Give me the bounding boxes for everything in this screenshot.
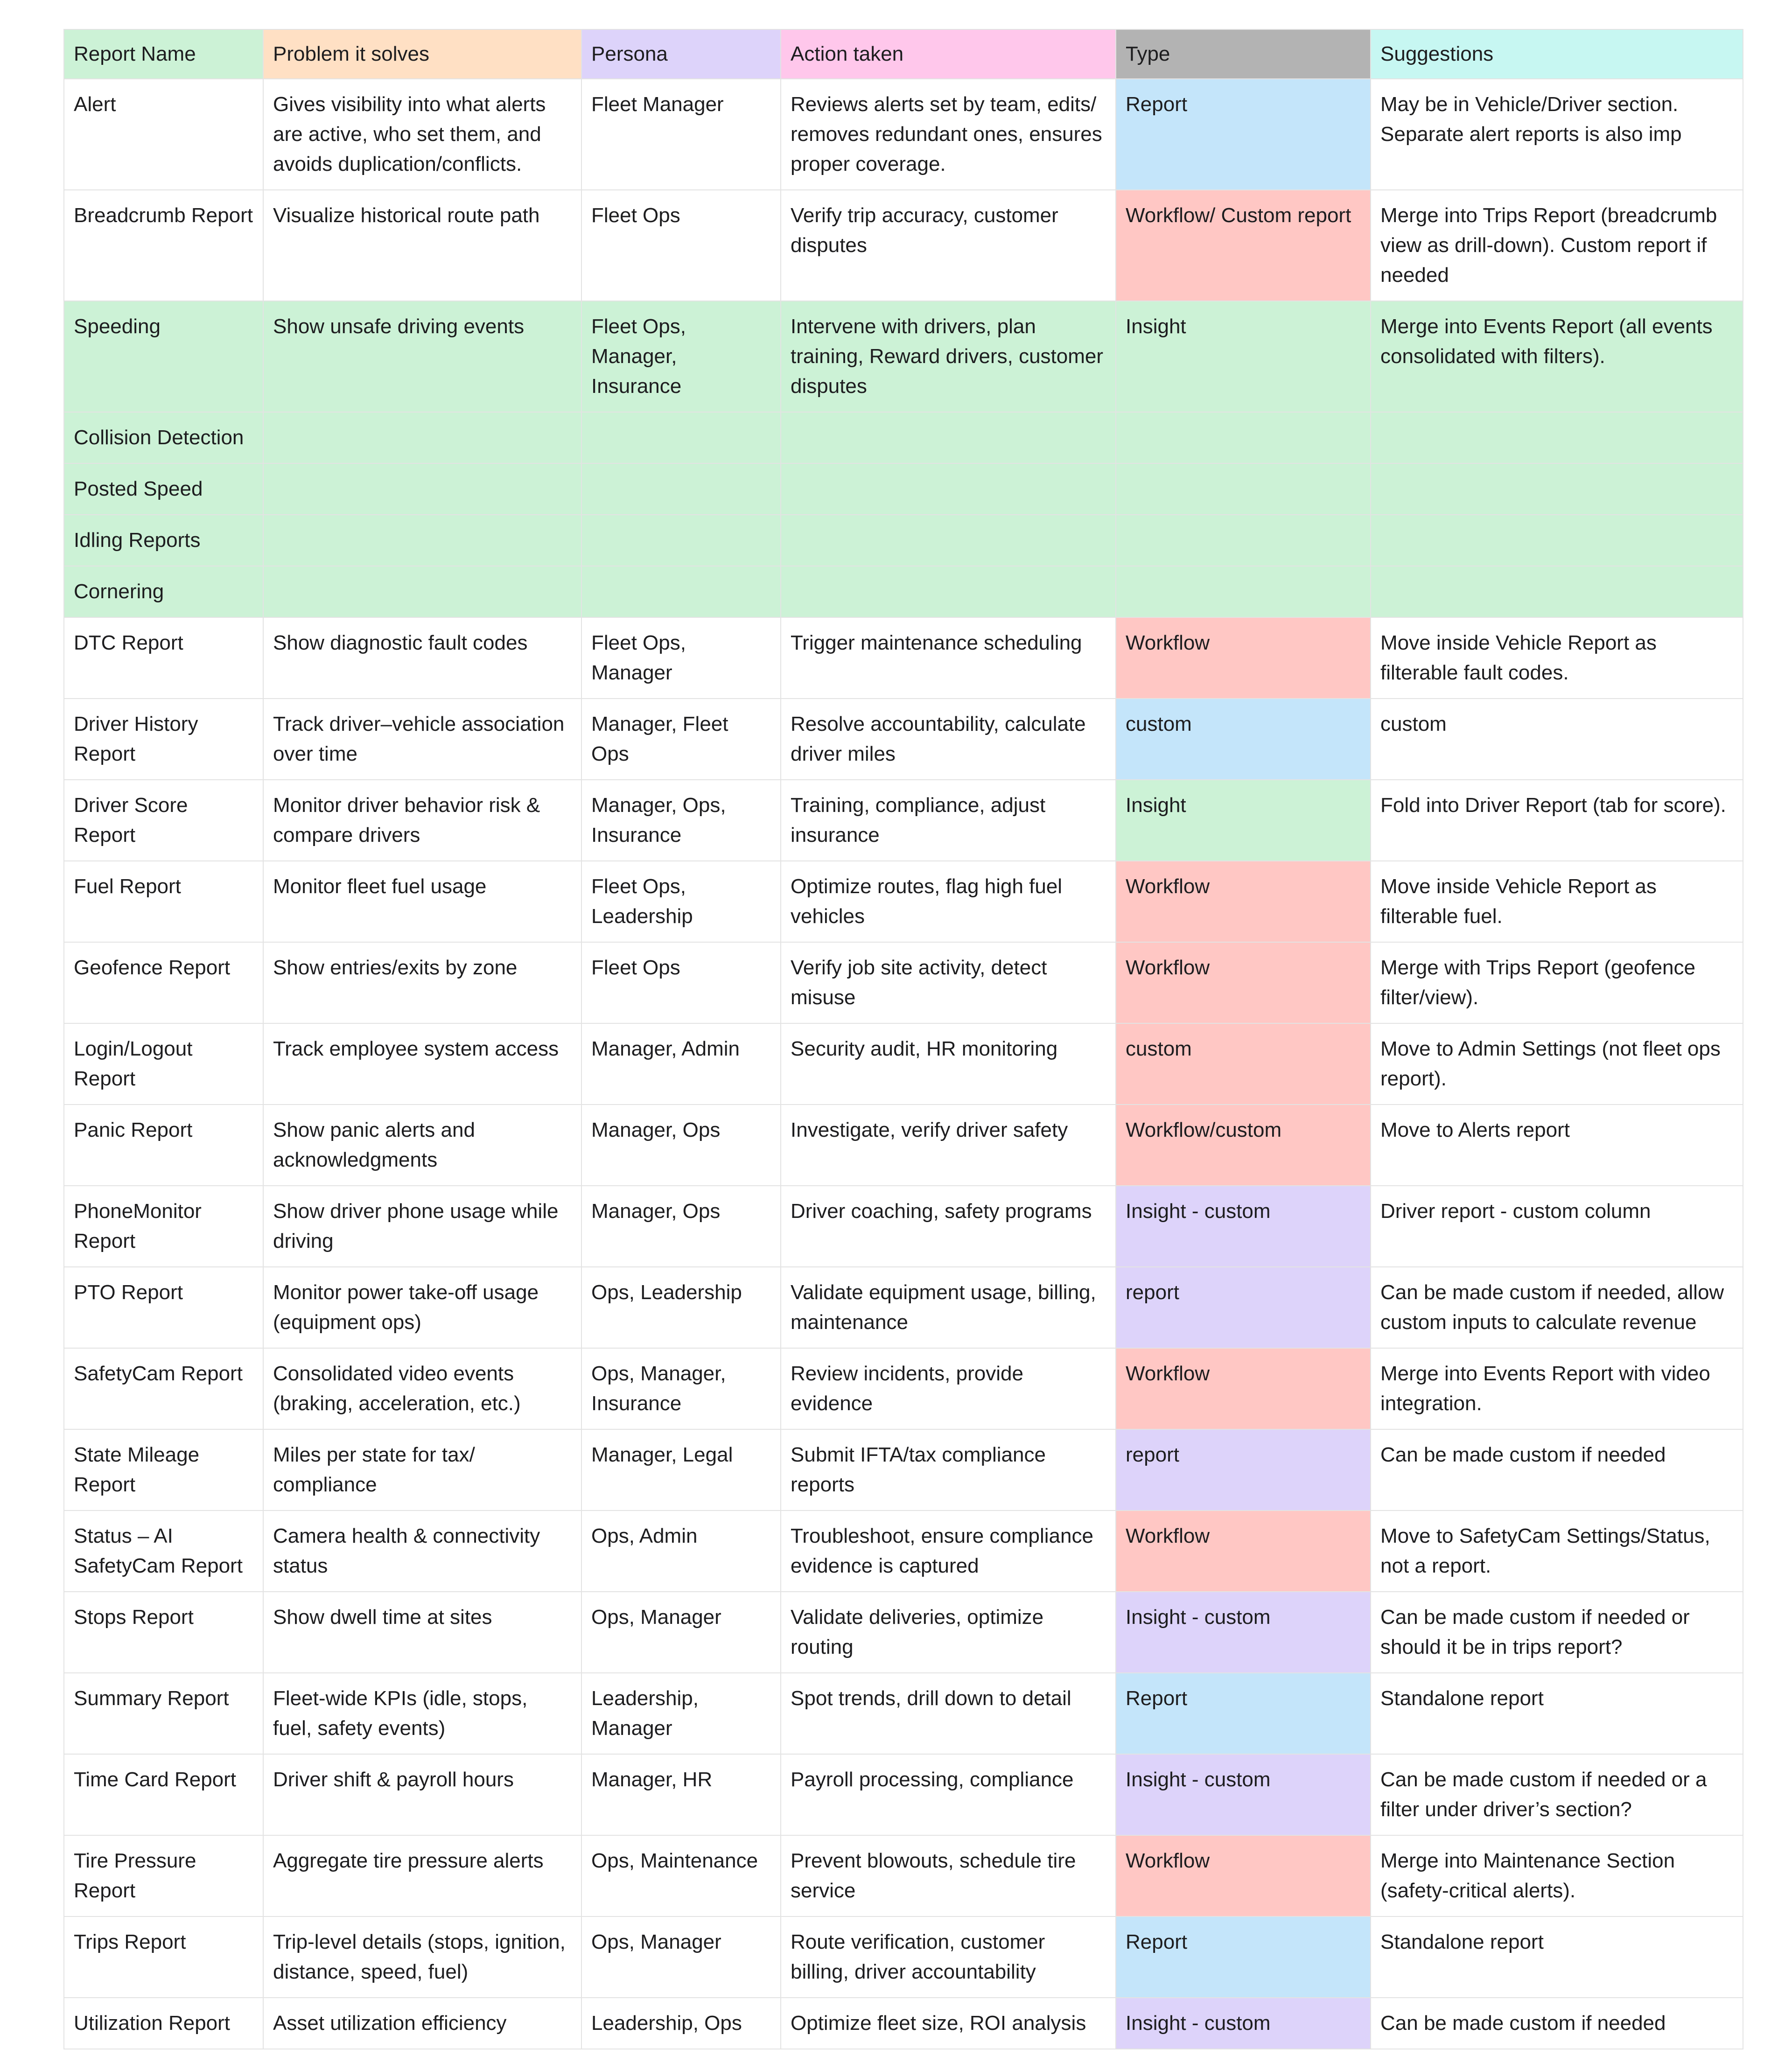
cell-suggestion: Move inside Vehicle Report as filterable fault codes. xyxy=(1371,617,1743,699)
table-row xyxy=(64,1673,1743,1754)
cell-action xyxy=(781,515,1116,566)
cell-type: custom xyxy=(1116,699,1371,780)
table-row xyxy=(64,1835,1743,1916)
table-row xyxy=(64,463,1743,515)
table-row xyxy=(64,1429,1743,1511)
cell-report-name: Collision Detection xyxy=(64,412,263,463)
cell-type: Report xyxy=(1116,79,1371,190)
cell-report-name: Fuel Report xyxy=(64,861,263,942)
header-problem: Problem it solves xyxy=(263,29,581,79)
cell-type: custom xyxy=(1116,1023,1371,1105)
cell-persona: Ops, Maintenance xyxy=(581,1835,781,1916)
cell-report-name: Summary Report xyxy=(64,1673,263,1754)
cell-type: Insight xyxy=(1116,780,1371,861)
cell-problem: Asset utilization efficiency xyxy=(263,1998,581,2049)
cell-problem: Camera health & connectivity status xyxy=(263,1511,581,1592)
cell-action: Investigate, verify driver safety xyxy=(781,1105,1116,1186)
cell-persona: Fleet Ops, Leadership xyxy=(581,861,781,942)
cell-report-name: Speeding xyxy=(64,301,263,412)
cell-problem: Show diagnostic fault codes xyxy=(263,617,581,699)
cell-type xyxy=(1116,515,1371,566)
table-row xyxy=(64,1754,1743,1835)
cell-problem: Aggregate tire pressure alerts xyxy=(263,1835,581,1916)
cell-report-name: Idling Reports xyxy=(64,515,263,566)
cell-problem: Show entries/exits by zone xyxy=(263,942,581,1023)
cell-action: Validate deliveries, optimize routing xyxy=(781,1592,1116,1673)
cell-report-name: Cornering xyxy=(64,566,263,617)
cell-report-name: PTO Report xyxy=(64,1267,263,1348)
cell-suggestion: Merge into Trips Report (breadcrumb view as drill-down). Custom report if needed xyxy=(1371,190,1743,301)
cell-report-name: Breadcrumb Report xyxy=(64,190,263,301)
cell-persona: Manager, Ops, Insurance xyxy=(581,780,781,861)
cell-action: Reviews alerts set by team, edits/ removes redundant ones, ensures proper coverage. xyxy=(781,79,1116,190)
cell-suggestion xyxy=(1371,515,1743,566)
table-row xyxy=(64,1348,1743,1429)
cell-suggestion: Driver report - custom column xyxy=(1371,1186,1743,1267)
cell-type: Insight - custom xyxy=(1116,1592,1371,1673)
cell-action: Verify job site activity, detect misuse xyxy=(781,942,1116,1023)
cell-suggestion: Move to Admin Settings (not fleet ops report). xyxy=(1371,1023,1743,1105)
cell-persona: Manager, Ops xyxy=(581,1186,781,1267)
cell-suggestion: Can be made custom if needed, allow custom inputs to calculate revenue xyxy=(1371,1267,1743,1348)
cell-action: Intervene with drivers, plan training, Reward drivers, customer disputes xyxy=(781,301,1116,412)
cell-persona: Fleet Ops, Manager xyxy=(581,617,781,699)
cell-type: Workflow/custom xyxy=(1116,1105,1371,1186)
cell-action: Driver coaching, safety programs xyxy=(781,1186,1116,1267)
cell-suggestion: Move inside Vehicle Report as filterable fuel. xyxy=(1371,861,1743,942)
table-row xyxy=(64,1916,1743,1998)
table-row xyxy=(64,301,1743,412)
table-row xyxy=(64,1105,1743,1186)
cell-problem: Monitor driver behavior risk & compare drivers xyxy=(263,780,581,861)
cell-action: Validate equipment usage, billing, maintenance xyxy=(781,1267,1116,1348)
cell-problem: Show dwell time at sites xyxy=(263,1592,581,1673)
cell-persona: Manager, Legal xyxy=(581,1429,781,1511)
table-row xyxy=(64,515,1743,566)
cell-action xyxy=(781,463,1116,515)
cell-persona: Ops, Manager, Insurance xyxy=(581,1348,781,1429)
cell-type: Workflow xyxy=(1116,617,1371,699)
cell-action: Submit IFTA/tax compliance reports xyxy=(781,1429,1116,1511)
cell-type: Workflow xyxy=(1116,1835,1371,1916)
cell-report-name: Tire Pressure Report xyxy=(64,1835,263,1916)
cell-action: Verify trip accuracy, customer disputes xyxy=(781,190,1116,301)
cell-type: Insight - custom xyxy=(1116,1186,1371,1267)
cell-type: Workflow xyxy=(1116,942,1371,1023)
cell-action xyxy=(781,566,1116,617)
cell-report-name: PhoneMonitor Report xyxy=(64,1186,263,1267)
cell-suggestion: Can be made custom if needed or a filter under driver’s section? xyxy=(1371,1754,1743,1835)
cell-suggestion: May be in Vehicle/Driver section. Separate alert reports is also imp xyxy=(1371,79,1743,190)
cell-type: report xyxy=(1116,1429,1371,1511)
cell-persona xyxy=(581,566,781,617)
cell-suggestion: Can be made custom if needed or should it be in trips report? xyxy=(1371,1592,1743,1673)
cell-suggestion: Can be made custom if needed xyxy=(1371,1998,1743,2049)
cell-action: Training, compliance, adjust insurance xyxy=(781,780,1116,861)
cell-persona xyxy=(581,463,781,515)
cell-report-name: Utilization Report xyxy=(64,1998,263,2049)
cell-persona: Ops, Admin xyxy=(581,1511,781,1592)
cell-action: Troubleshoot, ensure compliance evidence is captured xyxy=(781,1511,1116,1592)
cell-report-name: SafetyCam Report xyxy=(64,1348,263,1429)
header-report-name: Report Name xyxy=(64,29,263,79)
cell-suggestion: Move to Alerts report xyxy=(1371,1105,1743,1186)
cell-suggestion xyxy=(1371,463,1743,515)
cell-problem: Driver shift & payroll hours xyxy=(263,1754,581,1835)
table-row xyxy=(64,1998,1743,2049)
cell-suggestion xyxy=(1371,412,1743,463)
cell-type: Workflow xyxy=(1116,1348,1371,1429)
cell-problem: Trip-level details (stops, ignition, distance, speed, fuel) xyxy=(263,1916,581,1998)
cell-action xyxy=(781,412,1116,463)
cell-type xyxy=(1116,566,1371,617)
cell-type: Insight - custom xyxy=(1116,1998,1371,2049)
cell-type: Report xyxy=(1116,1916,1371,1998)
cell-persona: Manager, Ops xyxy=(581,1105,781,1186)
header-row xyxy=(64,29,1743,79)
cell-problem: Track driver–vehicle association over time xyxy=(263,699,581,780)
cell-report-name: Posted Speed xyxy=(64,463,263,515)
table-row xyxy=(64,79,1743,190)
cell-persona: Manager, Fleet Ops xyxy=(581,699,781,780)
cell-persona: Ops, Leadership xyxy=(581,1267,781,1348)
table-row xyxy=(64,1186,1743,1267)
table-row xyxy=(64,861,1743,942)
reports-table xyxy=(63,29,1743,2049)
cell-problem: Fleet-wide KPIs (idle, stops, fuel, safety events) xyxy=(263,1673,581,1754)
cell-persona xyxy=(581,515,781,566)
header-type: Type xyxy=(1116,29,1371,79)
cell-action: Trigger maintenance scheduling xyxy=(781,617,1116,699)
cell-persona: Leadership, Ops xyxy=(581,1998,781,2049)
cell-action: Spot trends, drill down to detail xyxy=(781,1673,1116,1754)
cell-action: Prevent blowouts, schedule tire service xyxy=(781,1835,1116,1916)
cell-persona: Fleet Ops xyxy=(581,942,781,1023)
cell-type: Report xyxy=(1116,1673,1371,1754)
cell-report-name: Stops Report xyxy=(64,1592,263,1673)
reports-table-container xyxy=(63,29,1743,2049)
table-row xyxy=(64,1511,1743,1592)
cell-persona: Ops, Manager xyxy=(581,1592,781,1673)
cell-suggestion: Move to SafetyCam Settings/Status, not a report. xyxy=(1371,1511,1743,1592)
cell-persona: Ops, Manager xyxy=(581,1916,781,1998)
cell-problem xyxy=(263,566,581,617)
cell-type: report xyxy=(1116,1267,1371,1348)
cell-report-name: Status – AI SafetyCam Report xyxy=(64,1511,263,1592)
cell-problem: Miles per state for tax/ compliance xyxy=(263,1429,581,1511)
cell-problem: Monitor fleet fuel usage xyxy=(263,861,581,942)
cell-action: Security audit, HR monitoring xyxy=(781,1023,1116,1105)
cell-persona: Fleet Ops xyxy=(581,190,781,301)
header-action: Action taken xyxy=(781,29,1116,79)
cell-problem: Gives visibility into what alerts are active, who set them, and avoids duplication/conflicts. xyxy=(263,79,581,190)
cell-problem: Show unsafe driving events xyxy=(263,301,581,412)
header-persona: Persona xyxy=(581,29,781,79)
cell-type: Workflow xyxy=(1116,861,1371,942)
cell-report-name: Driver Score Report xyxy=(64,780,263,861)
cell-suggestion xyxy=(1371,566,1743,617)
cell-report-name: Trips Report xyxy=(64,1916,263,1998)
cell-type: Workflow xyxy=(1116,1511,1371,1592)
cell-report-name: Geofence Report xyxy=(64,942,263,1023)
cell-suggestion: Fold into Driver Report (tab for score). xyxy=(1371,780,1743,861)
cell-report-name: State Mileage Report xyxy=(64,1429,263,1511)
cell-problem xyxy=(263,515,581,566)
cell-problem: Show driver phone usage while driving xyxy=(263,1186,581,1267)
cell-action: Optimize routes, flag high fuel vehicles xyxy=(781,861,1116,942)
cell-suggestion: custom xyxy=(1371,699,1743,780)
cell-action: Route verification, customer billing, driver accountability xyxy=(781,1916,1116,1998)
table-row xyxy=(64,699,1743,780)
cell-suggestion: Standalone report xyxy=(1371,1916,1743,1998)
cell-problem xyxy=(263,412,581,463)
cell-persona: Leadership, Manager xyxy=(581,1673,781,1754)
cell-report-name: DTC Report xyxy=(64,617,263,699)
cell-report-name: Login/Logout Report xyxy=(64,1023,263,1105)
cell-action: Optimize fleet size, ROI analysis xyxy=(781,1998,1116,2049)
cell-type: Insight - custom xyxy=(1116,1754,1371,1835)
cell-suggestion: Merge into Maintenance Section (safety-critical alerts). xyxy=(1371,1835,1743,1916)
cell-suggestion: Can be made custom if needed xyxy=(1371,1429,1743,1511)
cell-persona: Fleet Manager xyxy=(581,79,781,190)
cell-problem: Monitor power take-off usage (equipment ops) xyxy=(263,1267,581,1348)
cell-persona: Fleet Ops, Manager, Insurance xyxy=(581,301,781,412)
cell-problem: Show panic alerts and acknowledgments xyxy=(263,1105,581,1186)
cell-suggestion: Standalone report xyxy=(1371,1673,1743,1754)
cell-problem xyxy=(263,463,581,515)
cell-type xyxy=(1116,412,1371,463)
cell-report-name: Driver History Report xyxy=(64,699,263,780)
cell-suggestion: Merge with Trips Report (geofence filter/view). xyxy=(1371,942,1743,1023)
cell-report-name: Panic Report xyxy=(64,1105,263,1186)
table-row xyxy=(64,190,1743,301)
cell-persona: Manager, HR xyxy=(581,1754,781,1835)
cell-suggestion: Merge into Events Report with video integration. xyxy=(1371,1348,1743,1429)
table-row xyxy=(64,942,1743,1023)
cell-problem: Consolidated video events (braking, acceleration, etc.) xyxy=(263,1348,581,1429)
table-row xyxy=(64,412,1743,463)
cell-action: Resolve accountability, calculate driver miles xyxy=(781,699,1116,780)
cell-persona xyxy=(581,412,781,463)
cell-report-name: Time Card Report xyxy=(64,1754,263,1835)
cell-persona: Manager, Admin xyxy=(581,1023,781,1105)
cell-suggestion: Merge into Events Report (all events consolidated with filters). xyxy=(1371,301,1743,412)
header-suggestions: Suggestions xyxy=(1371,29,1743,79)
cell-type: Insight xyxy=(1116,301,1371,412)
table-row xyxy=(64,780,1743,861)
table-row xyxy=(64,1267,1743,1348)
cell-type: Workflow/ Custom report xyxy=(1116,190,1371,301)
cell-type xyxy=(1116,463,1371,515)
table-row xyxy=(64,1023,1743,1105)
cell-action: Review incidents, provide evidence xyxy=(781,1348,1116,1429)
table-row xyxy=(64,1592,1743,1673)
cell-problem: Visualize historical route path xyxy=(263,190,581,301)
table-row xyxy=(64,617,1743,699)
cell-action: Payroll processing, compliance xyxy=(781,1754,1116,1835)
table-row xyxy=(64,566,1743,617)
cell-report-name: Alert xyxy=(64,79,263,190)
cell-problem: Track employee system access xyxy=(263,1023,581,1105)
